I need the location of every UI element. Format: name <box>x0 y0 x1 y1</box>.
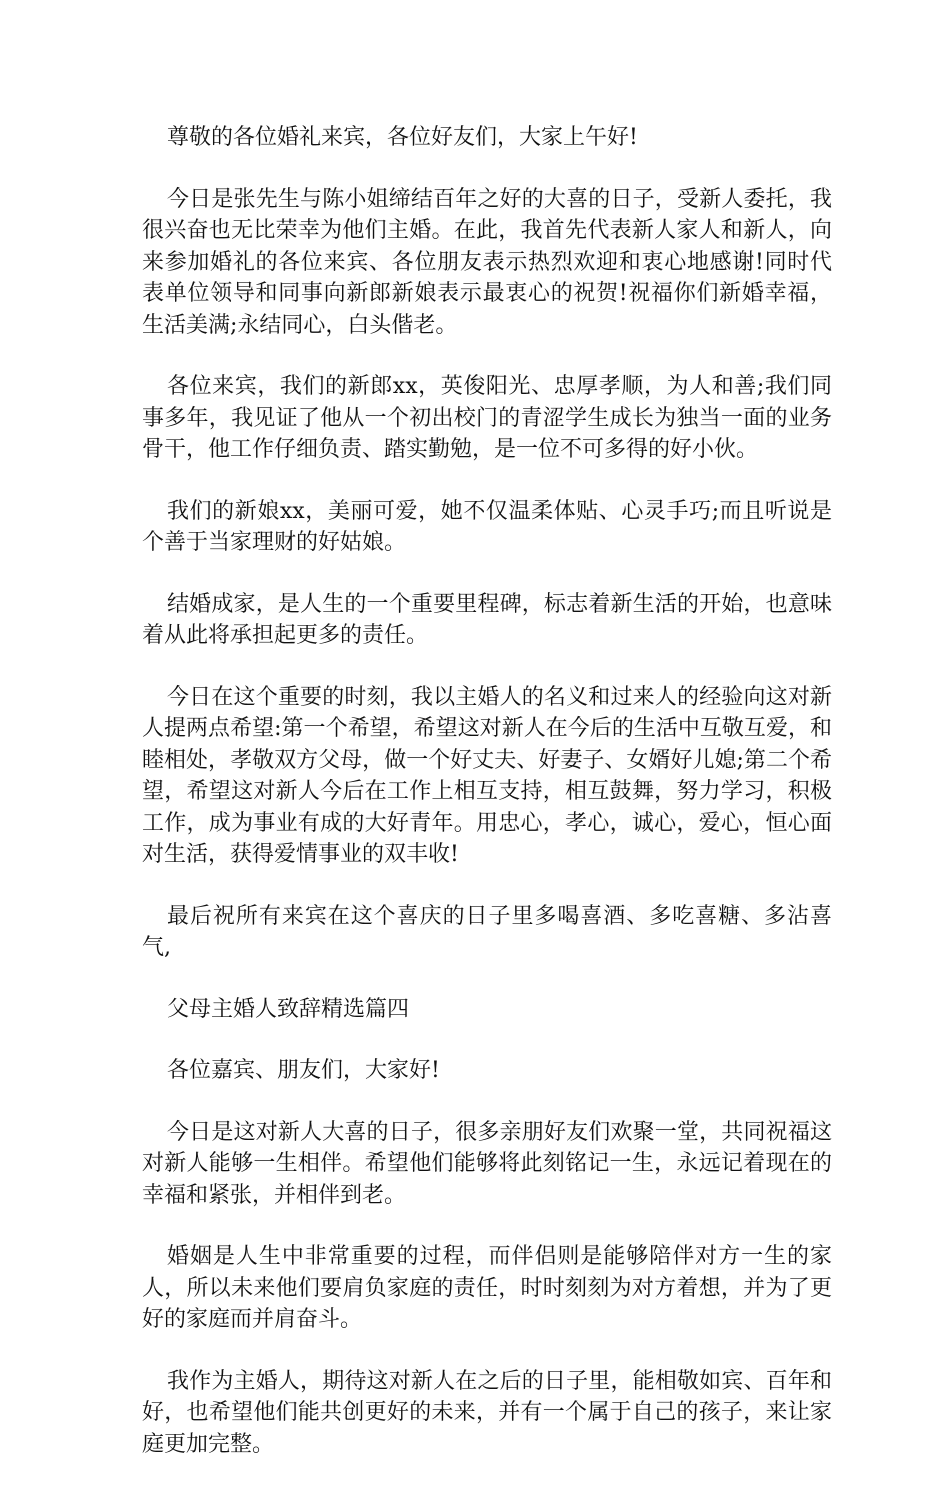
body-paragraph: 我们的新娘xx，美丽可爱，她不仅温柔体贴、心灵手巧;而且听说是个善于当家理财的好姑娘。 <box>142 498 832 555</box>
body-paragraph: 结婚成家，是人生的一个重要里程碑，标志着新生活的开始，也意味着从此将承担起更多的责任。 <box>142 591 832 648</box>
greeting-paragraph: 尊敬的各位婚礼来宾，各位好友们，大家上午好! <box>167 125 638 150</box>
body-paragraph: 各位来宾，我们的新郎xx，英俊阳光、忠厚孝顺，为人和善;我们同事多年，我见证了他从一个初出校门的青涩学生成长为独当一面的业务骨干，他工作仔细负责、踏实勤勉，是一位不可多得的好小伙。 <box>142 374 832 462</box>
body-paragraph: 最后祝所有来宾在这个喜庆的日子里多喝喜酒、多吃喜糖、多沾喜气, <box>142 903 832 960</box>
section-heading: 父母主婚人致辞精选篇四 <box>167 996 410 1022</box>
body-paragraph: 今日是这对新人大喜的日子，很多亲朋好友们欢聚一堂，共同祝福这对新人能够一生相伴。希望他们能够将此刻铭记一生，永远记着现在的幸福和紧张，并相伴到老。 <box>142 1119 832 1208</box>
greeting-paragraph: 各位嘉宾、朋友们，大家好! <box>167 1058 440 1083</box>
body-paragraph: 今日在这个重要的时刻，我以主婚人的名义和过来人的经验向这对新人提两点希望:第一个希望，希望这对新人在今后的生活中互敬互爱，和睦相处，孝敬双方父母，做一个好丈夫、好妻子、女婿好儿媳;第二个希望，希望这对新人今后在工作上相互支持，相互鼓舞，努力学习，积极工作，成为事业有成的大好青年。用忠心，孝心，诚心，爱心，恒心面对生活，获得爱情事业的双丰收! <box>142 684 832 867</box>
document-body <box>142 122 832 1490</box>
body-paragraph: 我作为主婚人，期待这对新人在之后的日子里，能相敬如宾、百年和好，也希望他们能共创更好的未来，并有一个属于自己的孩子，来让家庭更加完整。 <box>142 1368 832 1457</box>
body-paragraph: 婚姻是人生中非常重要的过程，而伴侣则是能够陪伴对方一生的家人，所以未来他们要肩负家庭的责任，时时刻刻为对方着想，并为了更好的家庭而并肩奋斗。 <box>142 1244 832 1332</box>
body-paragraph: 今日是张先生与陈小姐缔结百年之好的大喜的日子，受新人委托，我很兴奋也无比荣幸为他们主婚。在此，我首先代表新人家人和新人，向来参加婚礼的各位来宾、各位朋友表示热烈欢迎和衷心地感谢!同时代表单位领导和同事向新郎新娘表示最衷心的祝贺!祝福你们新婚幸福，生活美满;永结同心，白头偕老。 <box>142 186 832 338</box>
